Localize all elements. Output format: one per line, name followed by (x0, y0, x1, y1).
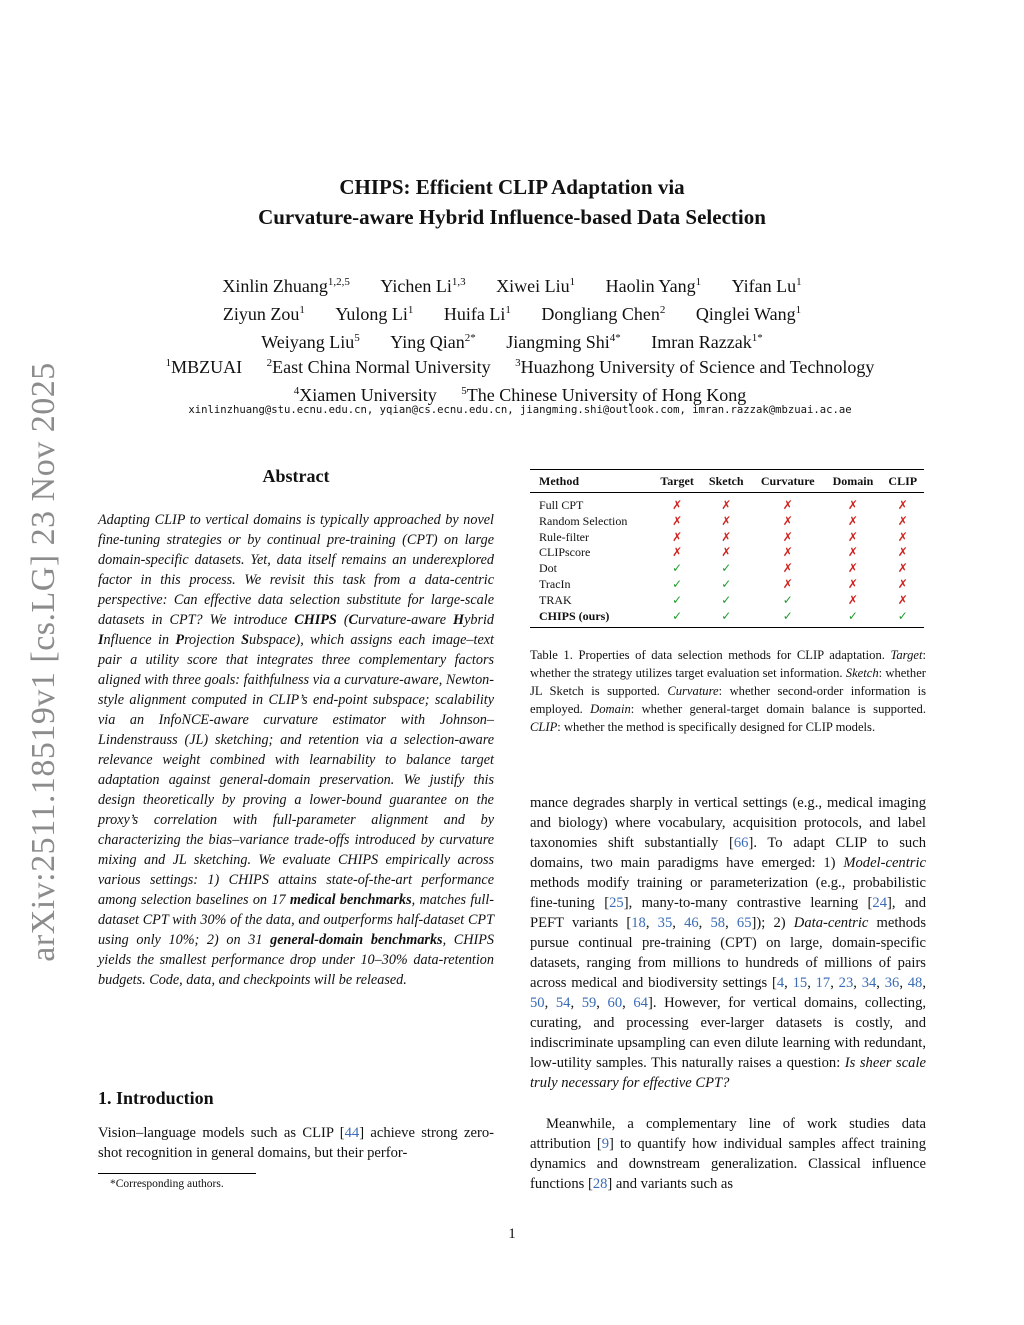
author-row-2 (100, 298, 924, 326)
table-row (530, 493, 924, 514)
author: Ying Qian$^{2*}$ (390, 332, 476, 352)
method-name: Rule-filter (539, 529, 589, 544)
check-icon: ✓ (721, 561, 732, 576)
table-row (530, 514, 924, 530)
check-icon: ✓ (672, 592, 683, 607)
method-name: CHIPS (ours) (539, 608, 610, 623)
author: Yifan Lu$^1$ (731, 276, 802, 296)
column-header: Domain (832, 474, 874, 488)
cross-icon: ✗ (672, 545, 683, 560)
cross-icon: ✗ (847, 576, 858, 591)
author: Haolin Yang$^1$ (605, 276, 702, 296)
section-title-introduction: 1. Introduction (98, 1088, 214, 1108)
author: Huifa Li$^1$ (443, 304, 511, 324)
column-header: Curvature (760, 474, 815, 488)
citation-link[interactable]: 65 (736, 915, 752, 931)
title-line-1: CHIPS: Efficient CLIP Adaptation via (339, 175, 685, 199)
column-header: Target (660, 474, 694, 488)
cross-icon: ✗ (847, 529, 858, 544)
author-list (100, 270, 924, 354)
affiliation: $^3$Huazhong University of Science and Technology (515, 357, 875, 377)
affiliation: $^2$East China Normal University (266, 357, 491, 377)
citation-link[interactable]: 9 (601, 1136, 610, 1152)
cross-icon: ✗ (782, 561, 793, 576)
citation-link[interactable]: 59 (581, 995, 597, 1011)
footnote: *Corresponding authors. (110, 1178, 224, 1190)
abstract-body: Adapting CLIP to vertical domains is typically approached by novel fine-tuning strategies or by continual pre-training (CPT) on large domain-specific datasets. Yet, data itself remains an underexplored factor in this process. We revisit this task from a data-centric perspective: Can effective data selection substitute for large-scale datasets in CPT? We introduce CHIPS (Curvature-aware Hybrid Influence in Projection Subspace), which assigns each image–text pair a utility score that integrates three complementary factors aligned with three goals: faithfulness via a curvature-aware, Newton-style alignment computed in CLIP’s end-point subspace; scalability via an InfoNCE-aware curvature estimator with Johnson–Lindenstrauss (JL) sketching; and retention via a selection-aware relevance weight combined with learnability to balance target adaptation against general-domain preservation. We justify this design theoretically by proving a lower-bound guarantee on the proxy’s correlation with full-parameter alignment and by characterizing the bias–variance trade-offs introduced by curvature mixing and JL sketching. We evaluate CHIPS empirically across various settings: 1) CHIPS attains state-of-the-art performance among selection baselines on 17 medical benchmarks, matches full-dataset CPT with 30% of the data, and outperforms half-dataset CPT using only 10%; 2) on 31 general-domain benchmarks, CHIPS yields the smallest performance drop under 10–30% data-retention budgets. Code, data, and checkpoints will be released. (98, 512, 495, 988)
column-header: CLIP (888, 474, 918, 488)
citation-link[interactable]: 18 (631, 915, 646, 931)
check-icon: ✓ (782, 608, 793, 623)
affiliation-row-1 (90, 351, 950, 379)
title-line-2: Curvature-aware Hybrid Influence-based Data Selection (258, 205, 766, 229)
cross-icon: ✗ (897, 561, 908, 576)
affiliation: $^1$MBZUAI (165, 357, 243, 377)
cross-icon: ✗ (672, 529, 683, 544)
method-name: Full CPT (539, 498, 584, 512)
page-number: 1 (508, 1226, 516, 1242)
cross-icon: ✗ (897, 513, 908, 528)
affiliation: $^5$The Chinese University of Hong Kong (461, 385, 747, 405)
author: Yichen Li$^{1,3}$ (380, 276, 466, 296)
author: Jiangming Shi$^{4*}$ (506, 332, 621, 352)
abstract-title: Abstract (262, 466, 330, 486)
author: Ziyun Zou$^1$ (222, 304, 305, 324)
cross-icon: ✗ (782, 576, 793, 591)
author: Dongliang Chen$^2$ (541, 304, 666, 324)
intro-right-paragraph-1: mance degrades sharply in vertical settings (e.g., medical imaging and biology) where vocabulary, acquisition protocols, and label taxonomies shift substantially [66]. To adapt CLIP to such domains, two main paradigms have emerged: 1) Model-centric methods modify training or parameterization (e.g., probabilistic fine-tuning [25], many-to-many contrastive learning [24], and PEFT variants [18, 35, 46, 58, 65]); 2) Data-centric methods pursue continual pre-training (CPT) on large, domain-specific datasets, ranging from millions to hundreds of millions of pairs across medical and biodiversity settings [4, 15, 17, 23, 34, 36, 48, 50, 54, 59, 60, 64]. However, for vertical domains, collecting, curating, and processing ever-larger datasets is costly, and indiscriminate upsampling can even dilute learning with redundant, low-utility samples. This naturally raises a question: Is sheer scale truly necessary for effective CPT? (530, 795, 927, 1091)
method-name: Random Selection (539, 513, 628, 528)
check-icon: ✓ (782, 592, 793, 607)
author: Xinlin Zhuang$^{1,2,5}$ (222, 276, 350, 296)
author: Qinglei Wang$^1$ (695, 304, 802, 324)
citation-link[interactable]: 44 (344, 1125, 360, 1141)
method-name: CLIPscore (539, 545, 591, 560)
citation-link[interactable]: 24 (872, 895, 888, 911)
citation-link[interactable]: 50 (530, 995, 545, 1011)
intro-left-paragraph: Vision–language models such as CLIP [44] achieve strong zero-shot recognition in general domains, but their perfor- (98, 1125, 494, 1161)
check-icon: ✓ (721, 592, 732, 607)
method-name: Dot (539, 561, 557, 576)
cross-icon: ✗ (782, 529, 793, 544)
column-header: Sketch (708, 474, 744, 488)
author-row-3 (100, 326, 924, 354)
citation-link[interactable]: 4 (776, 975, 785, 991)
paper-title (0, 172, 1024, 232)
affiliation-row-2 (90, 379, 950, 407)
cross-icon: ✗ (897, 498, 908, 512)
citation-link[interactable]: 34 (861, 975, 877, 991)
cross-icon: ✗ (672, 498, 683, 512)
author-emails: xinlinzhuang@stu.ecnu.edu.cn, yqian@cs.ecnu.edu.cn, jiangming.shi@outlook.com, imran.razzak@mbzuai.ac.ae (188, 404, 852, 416)
affiliations (90, 351, 950, 407)
citation-link[interactable]: 17 (815, 975, 831, 991)
citation-link[interactable]: 48 (907, 975, 923, 991)
check-icon: ✓ (672, 561, 683, 576)
footnote-rule (98, 1173, 256, 1174)
check-icon: ✓ (721, 608, 732, 623)
author: Xiwei Liu$^1$ (496, 276, 576, 296)
cross-icon: ✗ (847, 498, 858, 512)
cross-icon: ✗ (847, 592, 858, 607)
method-name: TRAK (539, 592, 572, 607)
cross-icon: ✗ (782, 513, 793, 528)
table-row (530, 530, 924, 546)
author: Weiyang Liu$^5$ (261, 332, 360, 352)
citation-link[interactable]: 58 (710, 915, 726, 931)
citation-link[interactable]: 23 (838, 975, 854, 991)
table-caption: Table 1. Properties of data selection methods for CLIP adaptation. Target: whether the strategy utilizes target evaluation set information. Sketch: whether JL Sketch is supported. Curvature: whether second-order information is employed. Domain: whether general-target domain balance is supported. CLIP: whether the method is specifically designed for CLIP models. (530, 648, 926, 734)
author: Yulong Li$^1$ (335, 304, 414, 324)
affiliation: $^4$Xiamen University (293, 385, 437, 405)
table-row (530, 593, 924, 609)
check-icon: ✓ (721, 576, 732, 591)
properties-table (530, 469, 924, 628)
citation-link[interactable]: 35 (657, 915, 673, 931)
cross-icon: ✗ (721, 513, 732, 528)
cross-icon: ✗ (897, 592, 908, 607)
citation-link[interactable]: 46 (684, 915, 699, 931)
cross-icon: ✗ (782, 498, 793, 512)
citation-link[interactable]: 25 (609, 895, 624, 911)
column-header: Method (539, 474, 579, 488)
citation-link[interactable]: 28 (592, 1176, 608, 1192)
check-icon: ✓ (672, 576, 683, 591)
arxiv-watermark: arXiv:2511.18519v1 [cs.LG] 23 Nov 2025 (25, 362, 62, 962)
table-row (530, 561, 924, 577)
cross-icon: ✗ (721, 498, 732, 512)
method-name: TracIn (539, 576, 571, 591)
cross-icon: ✗ (847, 545, 858, 560)
cross-icon: ✗ (721, 545, 732, 560)
table-row (530, 577, 924, 593)
citation-link[interactable]: 36 (884, 975, 900, 991)
intro-right-paragraph-2: Meanwhile, a complementary line of work studies data attribution [9] to quantify how individual samples affect training dynamics and downstream generalization. Classical influence functions [28] and variants such as (530, 1116, 926, 1192)
citation-link[interactable]: 15 (792, 975, 808, 991)
check-icon: ✓ (847, 608, 858, 623)
table-body (530, 493, 924, 628)
table-row (530, 609, 924, 628)
cross-icon: ✗ (672, 513, 683, 528)
table-row (530, 545, 924, 561)
table-header-row (530, 470, 924, 493)
cross-icon: ✗ (782, 545, 793, 560)
cross-icon: ✗ (847, 561, 858, 576)
check-icon: ✓ (672, 608, 683, 623)
author: Imran Razzak$^{1*}$ (651, 332, 763, 352)
cross-icon: ✗ (897, 576, 908, 591)
cross-icon: ✗ (847, 513, 858, 528)
cross-icon: ✗ (897, 545, 908, 560)
cross-icon: ✗ (721, 529, 732, 544)
citation-link[interactable]: 60 (607, 995, 623, 1011)
author-row-1 (100, 270, 924, 298)
citation-link[interactable]: 54 (555, 995, 571, 1011)
citation-link[interactable]: 66 (733, 835, 749, 851)
cross-icon: ✗ (897, 529, 908, 544)
citation-link[interactable]: 64 (633, 995, 648, 1011)
check-icon: ✓ (897, 608, 908, 623)
